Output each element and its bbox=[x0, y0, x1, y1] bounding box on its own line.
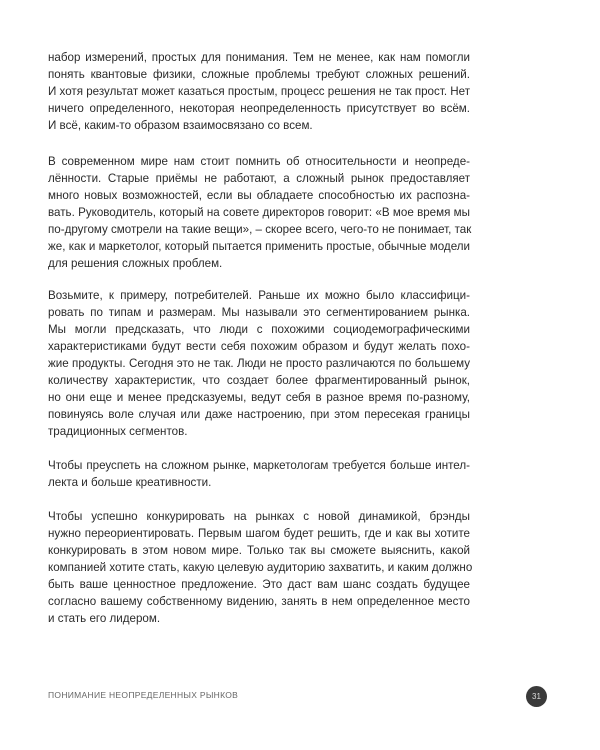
text-line: И всё, каким-то образом взаимосвязано со всем. bbox=[48, 119, 313, 132]
paragraph-1 bbox=[48, 49, 470, 134]
text-line: вать. Руководитель, который на совете директоров говорит: «В мое время мы bbox=[48, 206, 470, 219]
text-line: же, как и маркетолог, который пытается применить простые, обычные модели bbox=[48, 240, 470, 253]
text-line: ничего определенного, некоторая неопределенность присутствует во всём. bbox=[48, 102, 470, 115]
running-title: ПОНИМАНИЕ НЕОПРЕДЕЛЕННЫХ РЫНКОВ bbox=[48, 690, 239, 700]
text-line: В современном мире нам стоит помнить об относительности и неопреде- bbox=[48, 155, 470, 168]
paragraph-5 bbox=[48, 508, 473, 627]
text-line: повинуясь воле случая или даже настроению, при этом пересекая границы bbox=[48, 408, 470, 421]
text-line: и стать его лидером. bbox=[48, 612, 161, 625]
text-line: много новых возможностей, если вы обладаете способностью их распозна- bbox=[48, 189, 470, 202]
text-line: жие продукты. Сегодня это не так. Люди не просто различаются по большему bbox=[48, 357, 470, 370]
text-line: нужно переориентировать. Первым шагом будет решить, где и как вы хотите bbox=[48, 527, 470, 540]
text-line: лекта и больше креативности. bbox=[48, 476, 212, 489]
text-line: Возьмите, к примеру, потребителей. Раньше их можно было классифици- bbox=[48, 289, 470, 302]
text-line: быть ваше ценностное предложение. Это даст вам шанс создать будущее bbox=[48, 578, 470, 591]
page-number: 31 bbox=[526, 686, 547, 707]
text-line: понять квантовые физики, сложные проблемы требуют сложных решений. bbox=[48, 68, 470, 81]
text-line: набор измерений, простых для понимания. Тем не менее, как нам помогли bbox=[48, 51, 470, 64]
text-line: по-другому смотрели на такие вещи», – скорее всего, чего-то не понимает, так bbox=[48, 223, 472, 236]
text-line: Мы могли предсказать, что люди с похожими социодемографическими bbox=[48, 323, 470, 336]
text-line: И хотя результат может казаться простым, процесс решения не так прост. Нет bbox=[48, 85, 471, 98]
text-line: согласно вашему собственному видению, занять в нем определенное место bbox=[48, 595, 470, 608]
text-line: лённости. Старые приёмы не работают, а сложный рынок предоставляет bbox=[48, 172, 470, 185]
text-line: Чтобы успешно конкурировать на рынках с новой динамикой, брэнды bbox=[48, 510, 470, 523]
paragraph-3 bbox=[48, 287, 470, 440]
paragraph-2 bbox=[48, 153, 470, 272]
text-line: компанией хотите стать, какую целевую аудиторию захватить, и каким должно bbox=[48, 561, 473, 574]
text-line: Чтобы преуспеть на сложном рынке, маркетологам требуется больше интел- bbox=[48, 459, 470, 472]
paragraph-4 bbox=[48, 457, 470, 491]
text-line: характеристиками будут вести себя похожим образом и будут желать похо- bbox=[48, 340, 470, 353]
text-line: количеству характеристик, что создает более фрагментированный рынок, bbox=[48, 374, 470, 387]
text-line: конкурировать в этом новом мире. Только так вы сможете выяснить, какой bbox=[48, 544, 470, 557]
text-line: для решения сложных проблем. bbox=[48, 257, 223, 270]
text-line: ровать по типам и размерам. Мы называли это сегментированием рынка. bbox=[48, 306, 470, 319]
text-line: но они еще и менее предсказуемы, ведут себя в разное время по-разному, bbox=[48, 391, 470, 404]
text-line: традиционных сегментов. bbox=[48, 425, 188, 438]
